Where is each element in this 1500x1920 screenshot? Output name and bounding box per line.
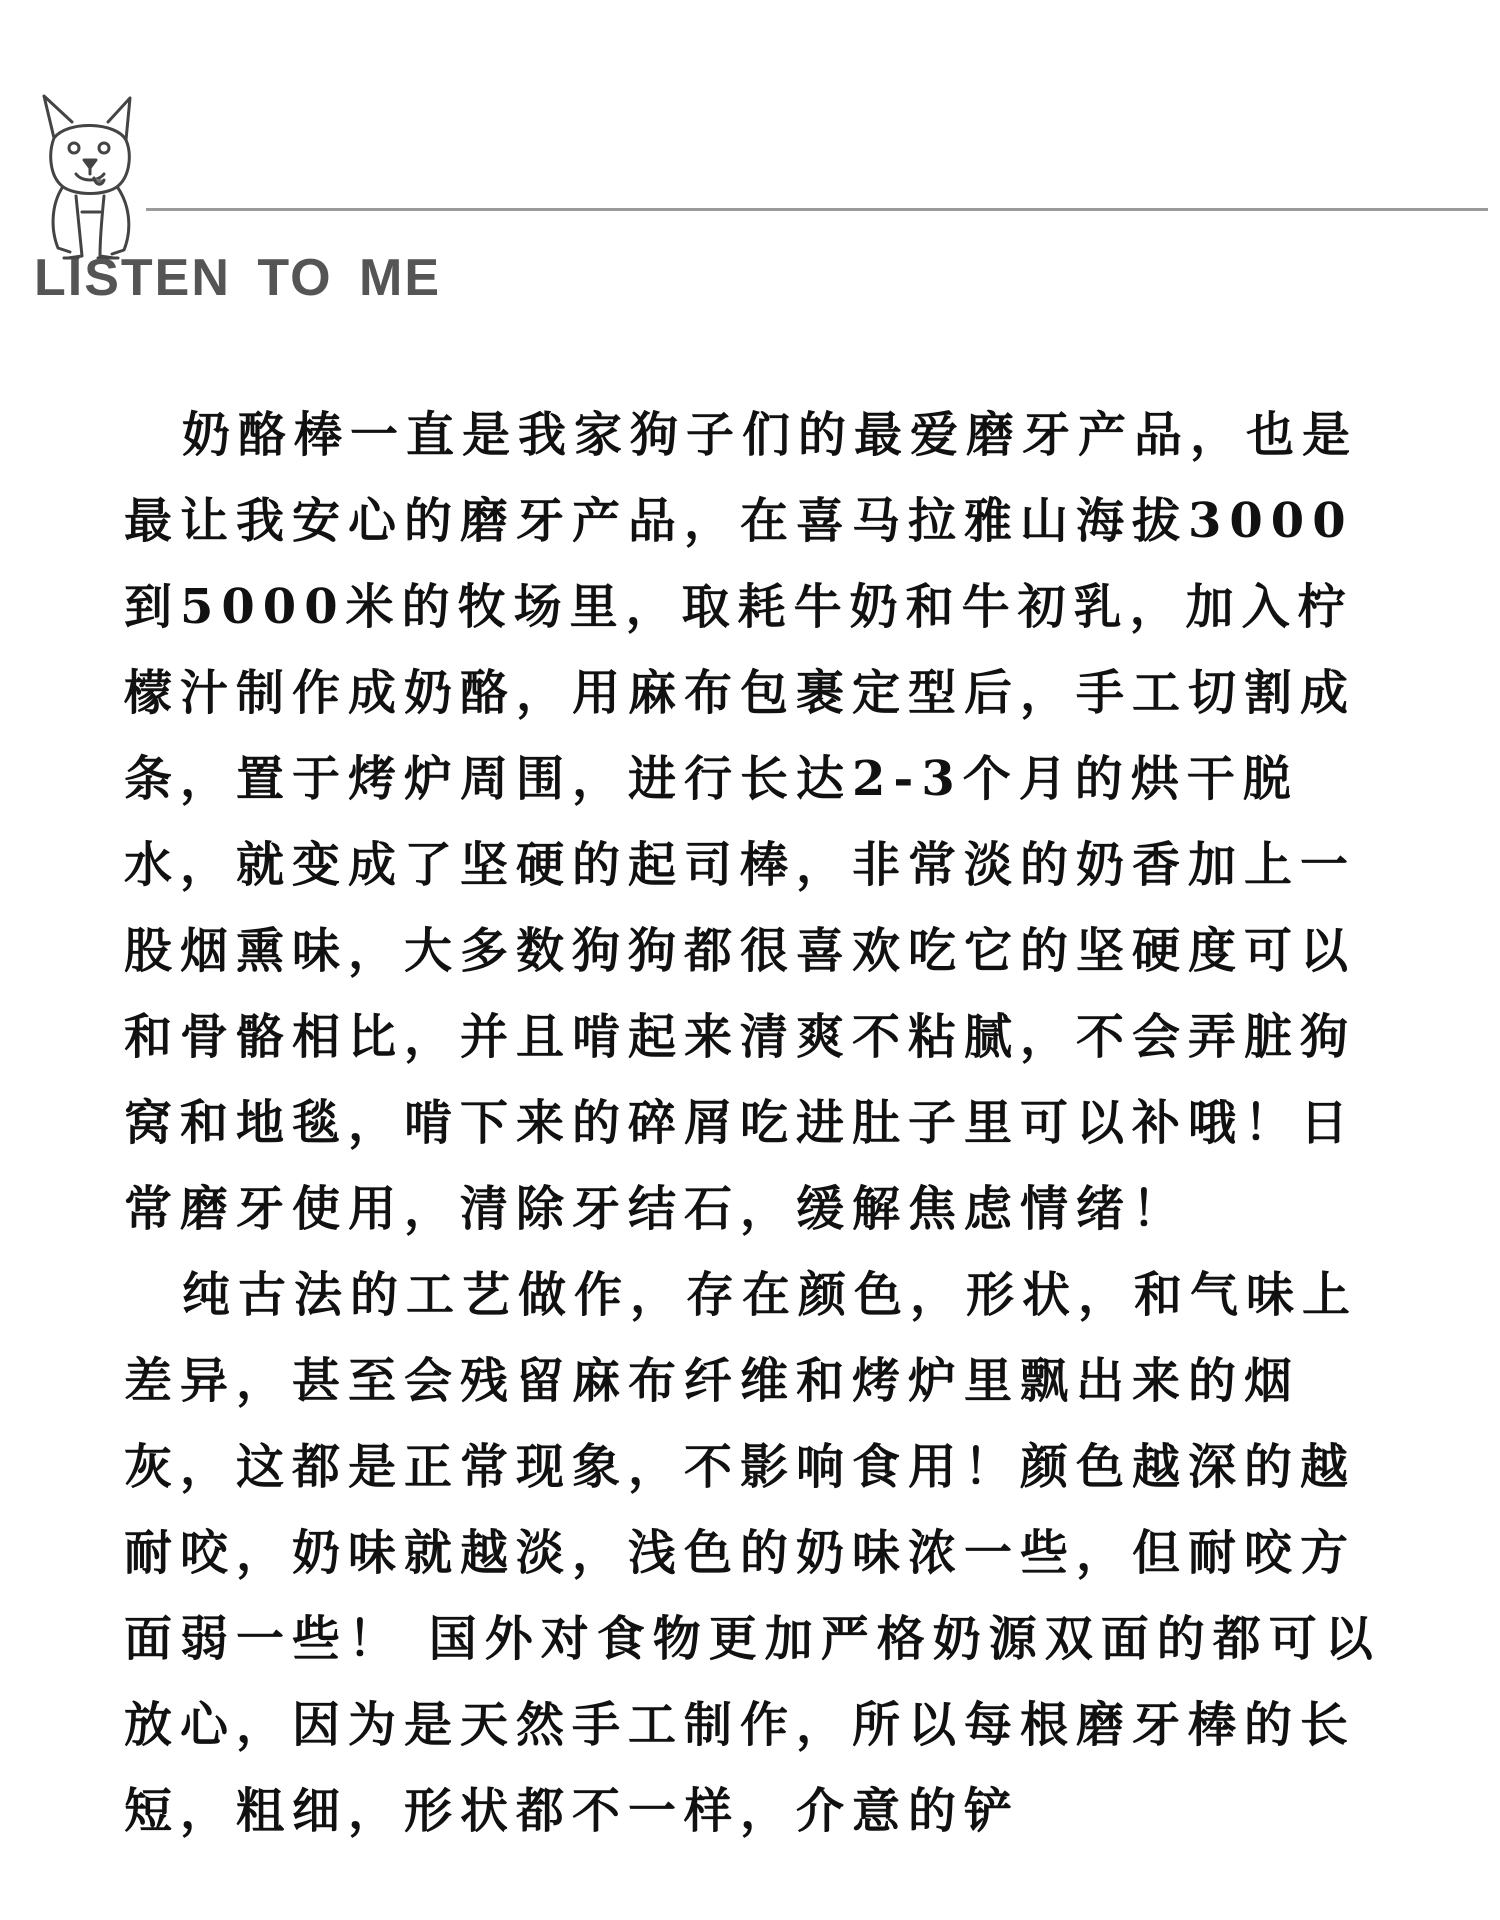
page-header — [0, 0, 1500, 320]
article-paragraph: 纯古法的工艺做作，存在颜色，形状，和气味上差异，甚至会残留麻布纤维和烤炉里飘出来的烟灰，这都是正常现象，不影响食用！颜色越深的越耐咬，奶味就越淡，浅色的奶味浓一些，但耐咬方面弱一些！ 国外对食物更加严格奶源双面的都可以放心，因为是天然手工制作，所以每根磨牙棒的长短，粗细，形状都不一样，介意的铲 — [124, 1267, 1381, 1839]
french-bulldog-icon — [34, 92, 146, 262]
article-body — [124, 392, 1384, 1854]
article-paragraph: 奶酪棒一直是我家狗子们的最爱磨牙产品，也是最让我安心的磨牙产品，在喜马拉雅山海拔3000到5000米的牧场里，取耗牛奶和牛初乳，加入柠檬汁制作成奶酪，用麻布包裹定型后，手工切割成条，置于烤炉周围，进行长达2-3个月的烘干脱水，就变成了坚硬的起司棒，非常淡的奶香加上一股烟熏味，大多数狗狗都很喜欢吃它的坚硬度可以和骨骼相比，并且啃起来清爽不粘腻，不会弄脏狗窝和地毯，啃下来的碎屑吃进肚子里可以补哦！日常磨牙使用，清除牙结石，缓解焦虑情绪！ — [124, 407, 1359, 1237]
header-divider — [146, 208, 1488, 211]
brand-text: LISTEN TO ME — [34, 249, 442, 307]
